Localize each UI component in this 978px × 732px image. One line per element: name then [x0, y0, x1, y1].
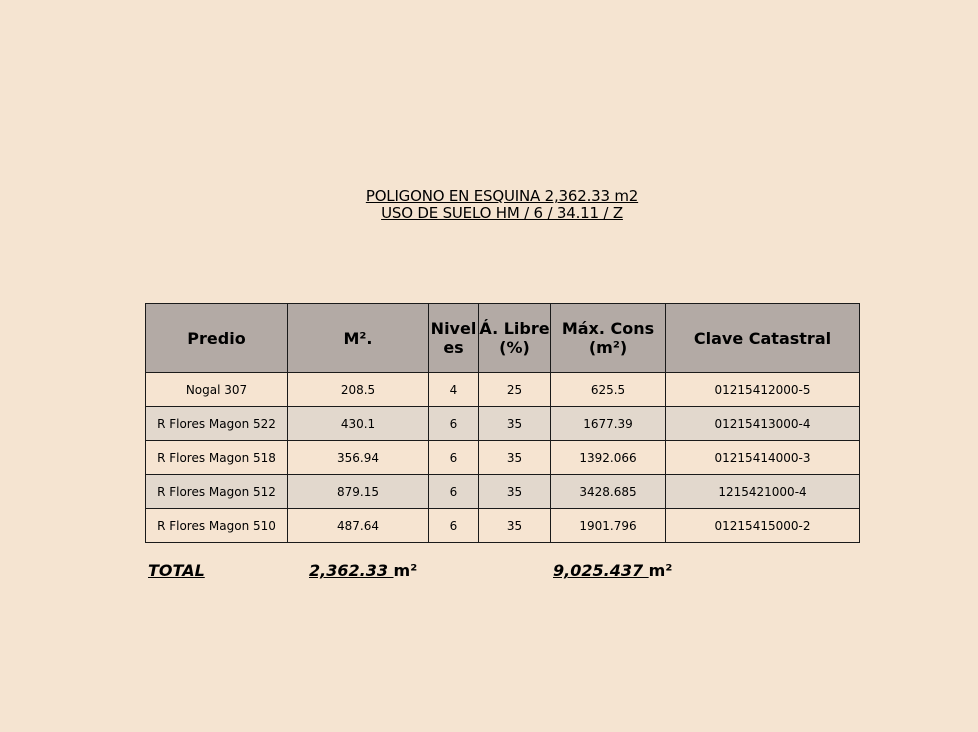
header-max-cons-line2: (m²)	[588, 338, 628, 357]
cell-cons: 1392.066	[551, 441, 666, 475]
cell-niveles: 6	[429, 509, 479, 543]
cell-m2: 430.1	[288, 407, 429, 441]
cell-niveles: 4	[429, 373, 479, 407]
table-header-row	[146, 304, 860, 373]
table-row	[146, 373, 860, 407]
cell-m2: 208.5	[288, 373, 429, 407]
table-row	[146, 407, 860, 441]
cell-clave: 1215421000-4	[666, 475, 860, 509]
cell-predio: R Flores Magon 512	[146, 475, 288, 509]
cell-libre: 35	[479, 441, 551, 475]
header-predio: Predio	[146, 304, 288, 373]
table-row	[146, 509, 860, 543]
cell-predio: R Flores Magon 522	[146, 407, 288, 441]
total-m2-unit: m²	[393, 561, 418, 580]
header-niveles	[429, 304, 479, 373]
cell-predio: R Flores Magon 518	[146, 441, 288, 475]
cell-clave: 01215415000-2	[666, 509, 860, 543]
header-area-libre-line2: (%)	[499, 338, 530, 357]
cell-niveles: 6	[429, 441, 479, 475]
cell-libre: 35	[479, 475, 551, 509]
cell-cons: 1677.39	[551, 407, 666, 441]
total-m2	[309, 561, 417, 580]
table-row	[146, 475, 860, 509]
header-area-libre-line1: Á. Libre	[479, 319, 550, 338]
cell-clave: 01215414000-3	[666, 441, 860, 475]
cell-clave: 01215412000-5	[666, 373, 860, 407]
cell-libre: 35	[479, 407, 551, 441]
table-row	[146, 441, 860, 475]
header-m2: M².	[288, 304, 429, 373]
cell-m2: 879.15	[288, 475, 429, 509]
header-area-libre	[479, 304, 551, 373]
header-max-cons	[551, 304, 666, 373]
cell-libre: 25	[479, 373, 551, 407]
total-cons-unit: m²	[648, 561, 673, 580]
cell-cons: 3428.685	[551, 475, 666, 509]
total-label-text: TOTAL	[148, 561, 205, 580]
header-niveles-line2: es	[443, 338, 464, 357]
heading-line-1: POLIGONO EN ESQUINA 2,362.33 m2	[365, 187, 639, 205]
cell-niveles: 6	[429, 407, 479, 441]
header-max-cons-line1: Máx. Cons	[561, 319, 655, 338]
cell-niveles: 6	[429, 475, 479, 509]
cell-cons: 625.5	[551, 373, 666, 407]
cell-predio: Nogal 307	[146, 373, 288, 407]
cell-cons: 1901.796	[551, 509, 666, 543]
header-niveles-line1: Nivel	[430, 319, 477, 338]
total-cons	[553, 561, 672, 580]
predios-table	[145, 303, 860, 543]
total-m2-value: 2,362.33	[309, 561, 394, 580]
heading-line-2: USO DE SUELO HM / 6 / 34.11 / Z	[381, 204, 623, 222]
cell-clave: 01215413000-4	[666, 407, 860, 441]
total-cons-value: 9,025.437	[553, 561, 649, 580]
cell-predio: R Flores Magon 510	[146, 509, 288, 543]
header-clave-catastral: Clave Catastral	[666, 304, 860, 373]
cell-m2: 487.64	[288, 509, 429, 543]
cell-m2: 356.94	[288, 441, 429, 475]
total-label	[148, 561, 205, 580]
cell-libre: 35	[479, 509, 551, 543]
